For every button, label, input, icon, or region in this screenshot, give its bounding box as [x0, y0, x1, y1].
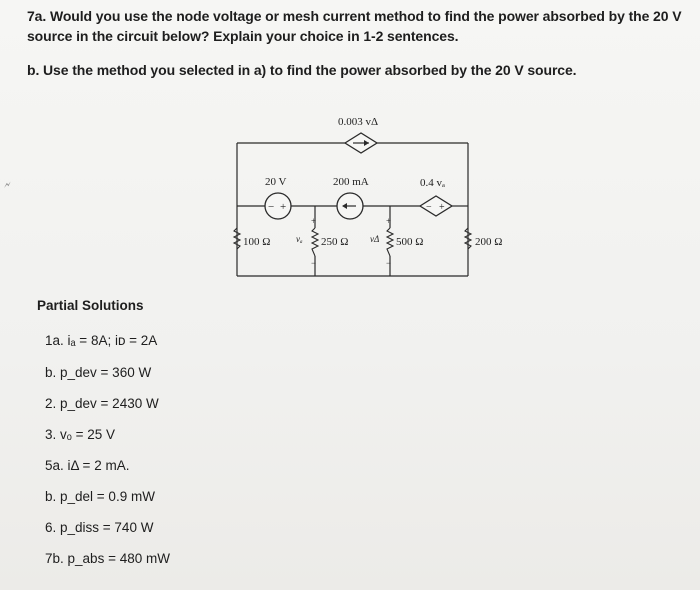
dependent-source-right-label: 0.4 vₐ — [420, 177, 446, 189]
va-label: vₐ — [296, 234, 303, 244]
solution-text: p_dev = 360 W — [60, 365, 152, 380]
solution-text: iₐ = 8A; iᴅ = 2A — [67, 333, 158, 348]
solution-text: p_dev = 2430 W — [60, 396, 159, 411]
solution-text: vₒ = 25 V — [60, 427, 116, 442]
vdelta-label: vΔ — [370, 234, 380, 244]
margin-mark: 🗲 — [4, 180, 11, 191]
vdelta-minus: − — [386, 258, 392, 268]
solution-number: 5a. — [45, 458, 68, 473]
solution-item — [45, 427, 115, 442]
current-source-200ma — [337, 193, 363, 219]
solution-number: 6. — [45, 520, 61, 535]
solution-item — [45, 396, 159, 411]
solution-item — [45, 458, 129, 473]
resistor-100-label: 100 Ω — [243, 236, 271, 248]
question-7a-line1: 7a. Would you use the node voltage or mesh current method to find the power absorbed by the 20 V — [27, 8, 682, 24]
dependent-current-source-top — [345, 133, 377, 153]
question-7b: b. Use the method you selected in a) to find the power absorbed by the 20 V source. — [27, 62, 577, 78]
solution-number: 2. — [45, 396, 61, 411]
resistor-500-label: 500 Ω — [396, 236, 424, 248]
svg-text:+: + — [439, 202, 445, 213]
svg-text:+: + — [280, 201, 287, 213]
solution-text: p_del = 0.9 mW — [60, 489, 155, 504]
solution-item — [45, 551, 170, 566]
solution-text: p_diss = 740 W — [60, 520, 154, 535]
solution-item — [45, 333, 157, 348]
solution-number: 3. — [45, 427, 61, 442]
solution-item — [45, 489, 155, 504]
va-plus: + — [311, 216, 317, 226]
dependent-source-right — [420, 196, 452, 216]
resistor-250-label: 250 Ω — [321, 236, 349, 248]
solution-number: b. — [45, 365, 61, 380]
voltage-source-20v — [265, 193, 291, 219]
solution-number: b. — [45, 489, 61, 504]
partial-solutions — [37, 298, 144, 313]
resistor-200-label: 200 Ω — [475, 236, 503, 248]
question-7a-line2: source in the circuit below? Explain your choice in 1-2 sentences. — [27, 28, 459, 44]
solutions-title: Partial Solutions — [37, 298, 144, 313]
current-source-label: 200 mA — [333, 176, 369, 188]
solution-number: 1a. — [45, 333, 68, 348]
top-source-label: 0.003 vΔ — [338, 116, 379, 128]
svg-text:−: − — [426, 202, 432, 213]
solution-text: iΔ = 2 mA. — [67, 458, 130, 473]
svg-text:−: − — [268, 201, 275, 213]
solution-item — [45, 365, 151, 380]
circuit-diagram — [225, 108, 515, 288]
voltage-source-label: 20 V — [265, 176, 287, 188]
solution-text: p_abs = 480 mW — [67, 551, 170, 566]
solution-number: 7b. — [45, 551, 68, 566]
vdelta-plus: + — [386, 216, 392, 226]
va-minus: − — [311, 258, 317, 268]
solution-item — [45, 520, 153, 535]
